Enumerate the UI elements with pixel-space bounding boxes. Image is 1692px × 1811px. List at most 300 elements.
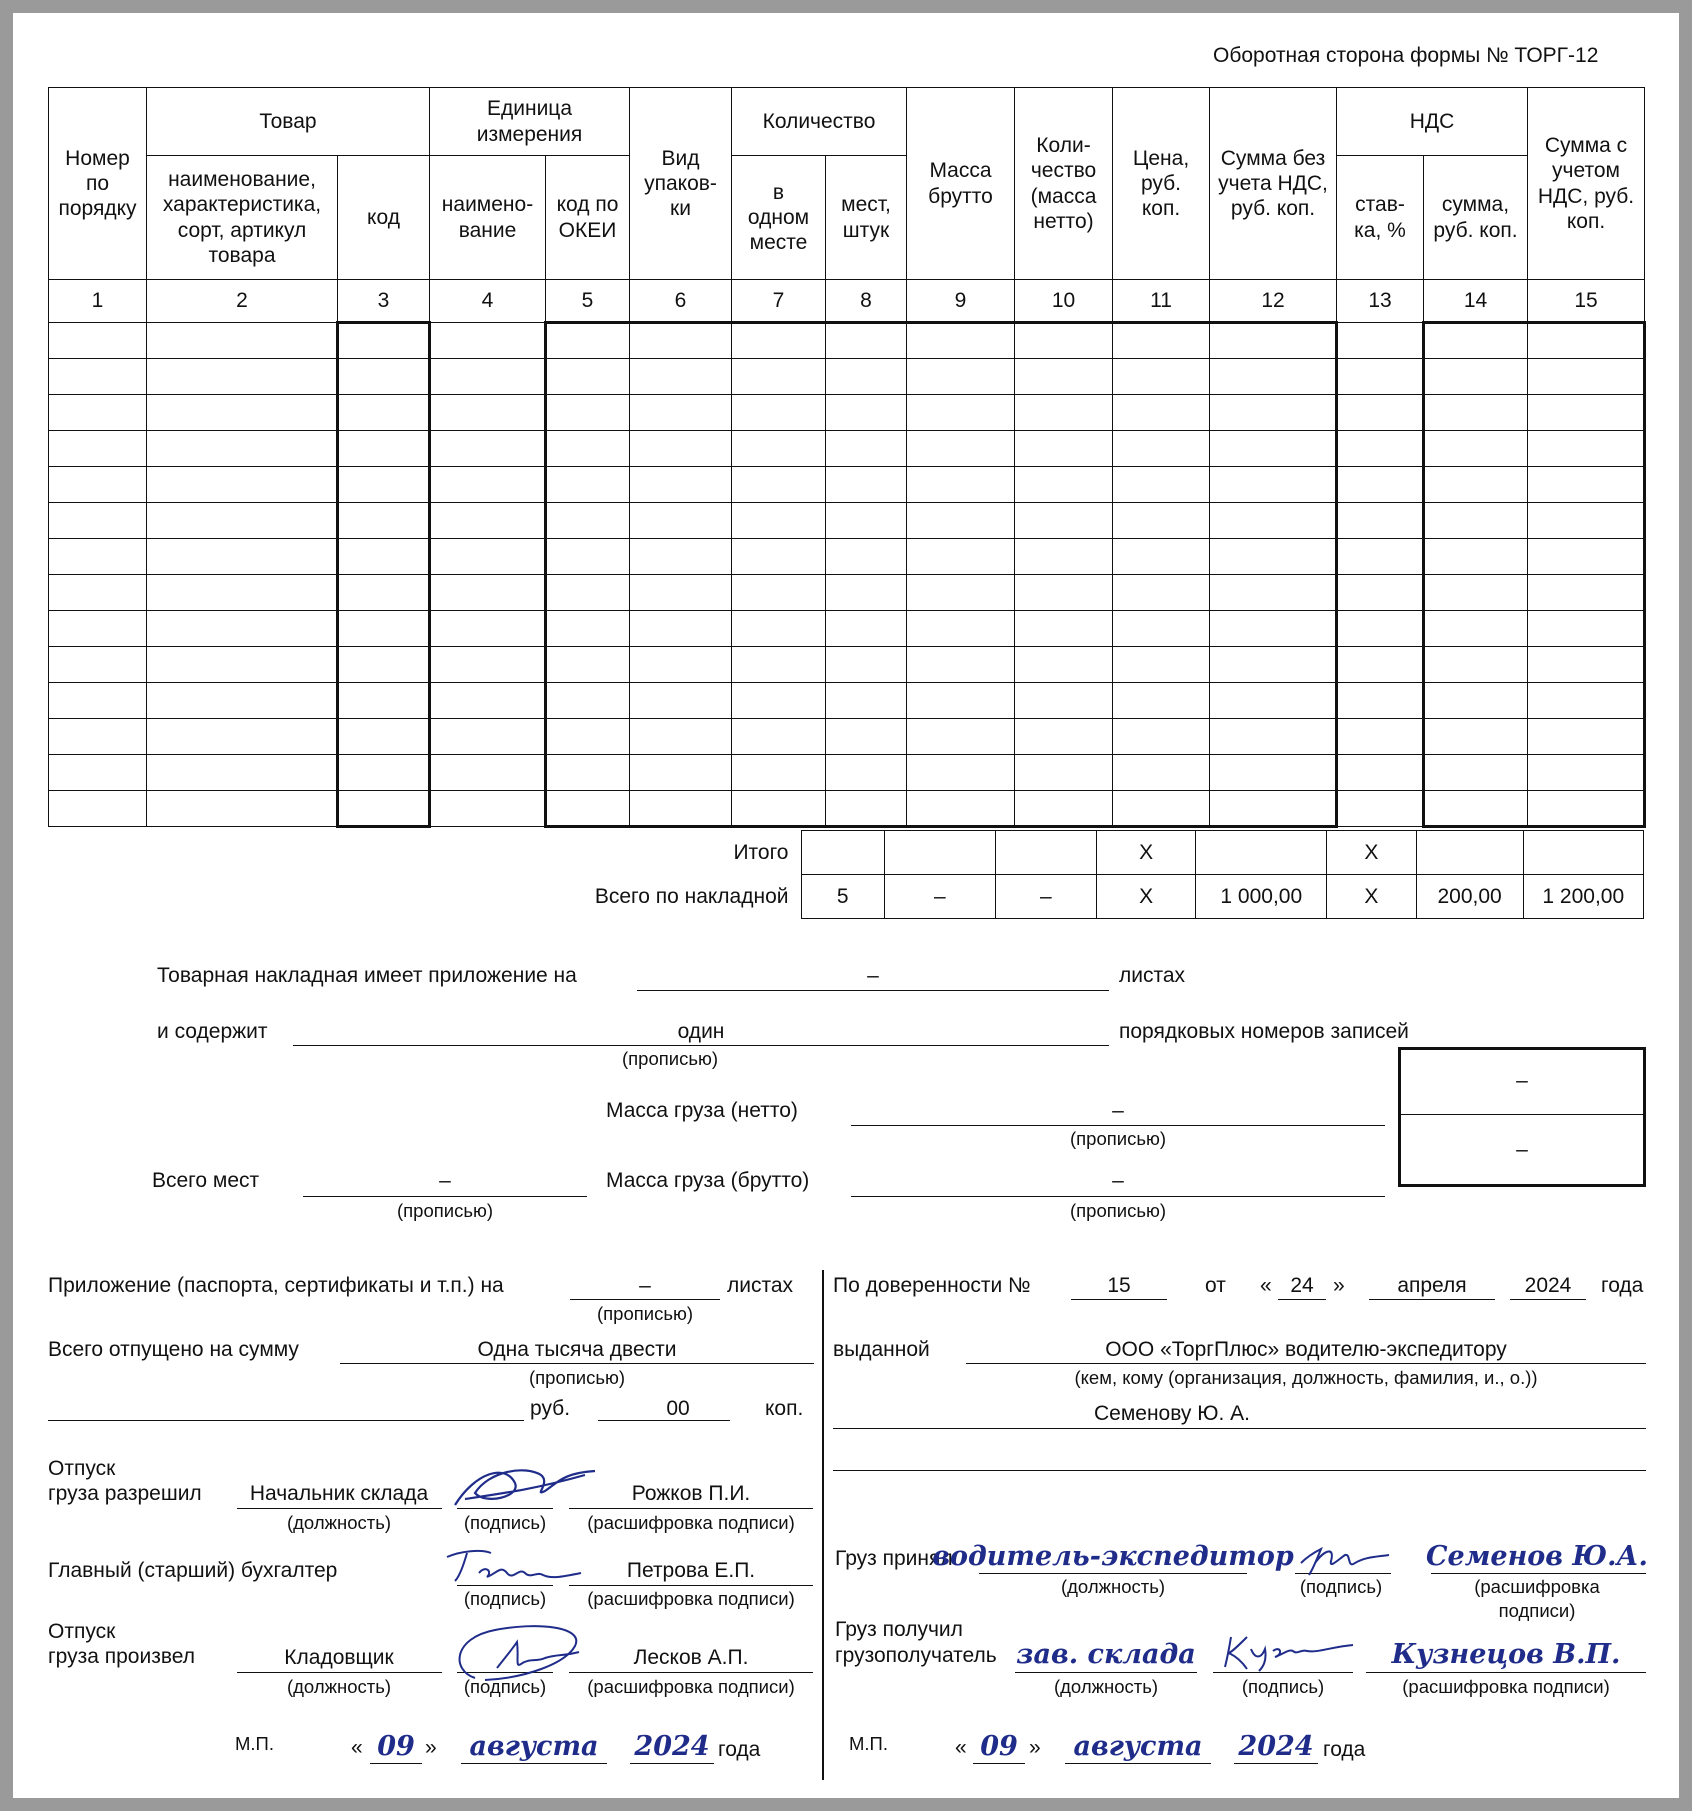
table-cell[interactable] — [1113, 683, 1210, 719]
table-cell[interactable] — [1015, 755, 1113, 791]
accountant-name[interactable]: Петрова Е.П. — [626, 1559, 756, 1582]
places-value[interactable]: – — [439, 1169, 451, 1192]
table-cell[interactable] — [49, 431, 147, 467]
table-cell[interactable] — [1424, 431, 1528, 467]
table-cell[interactable] — [826, 791, 907, 827]
table-cell[interactable] — [1528, 791, 1645, 827]
table-cell[interactable] — [1337, 611, 1424, 647]
quote-open: « — [351, 1736, 363, 1759]
table-cell[interactable] — [1210, 611, 1337, 647]
header-vat: НДС — [1337, 88, 1528, 156]
issued-line — [966, 1363, 1646, 1364]
table-cell[interactable] — [630, 359, 732, 395]
table-cell[interactable] — [49, 503, 147, 539]
table-cell[interactable] — [732, 395, 826, 431]
table-cell[interactable] — [430, 539, 546, 575]
table-cell[interactable] — [1337, 359, 1424, 395]
table-cell[interactable] — [1424, 791, 1528, 827]
allowed-position[interactable]: Начальник склада — [249, 1482, 429, 1505]
table-cell[interactable] — [732, 683, 826, 719]
contains-value[interactable]: один — [677, 1020, 725, 1043]
table-cell[interactable] — [1424, 323, 1528, 359]
table-cell[interactable] — [907, 719, 1015, 755]
table-cell[interactable] — [826, 683, 907, 719]
header-sum-vat: Сумма с учетом НДС, руб. коп. — [1528, 88, 1645, 280]
table-cell[interactable] — [338, 503, 430, 539]
table-cell[interactable] — [147, 359, 338, 395]
table-cell[interactable] — [338, 359, 430, 395]
table-cell[interactable] — [907, 611, 1015, 647]
issued-value-2[interactable]: Семенову Ю. А. — [1094, 1402, 1250, 1425]
table-cell[interactable] — [1528, 323, 1645, 359]
table-cell[interactable] — [1015, 359, 1113, 395]
table-cell[interactable] — [546, 611, 630, 647]
table-cell[interactable] — [546, 647, 630, 683]
table-cell[interactable] — [430, 683, 546, 719]
vsego-cell[interactable]: – — [884, 875, 995, 919]
proxy-label: По доверенности № — [833, 1274, 1031, 1297]
vsego-cell[interactable]: 1 000,00 — [1196, 875, 1327, 919]
mp-label: М.П. — [849, 1733, 888, 1754]
table-cell[interactable] — [1015, 719, 1113, 755]
table-cell[interactable] — [1113, 575, 1210, 611]
table-cell[interactable] — [546, 503, 630, 539]
table-cell[interactable] — [338, 575, 430, 611]
date-day[interactable]: 09 — [377, 1731, 415, 1762]
table-cell[interactable] — [1113, 503, 1210, 539]
table-cell[interactable] — [546, 575, 630, 611]
table-cell[interactable] — [1210, 683, 1337, 719]
table-cell[interactable] — [1337, 395, 1424, 431]
rub-line — [48, 1420, 524, 1421]
table-cell[interactable] — [1337, 647, 1424, 683]
table-cell[interactable] — [147, 755, 338, 791]
table-cell[interactable] — [1015, 791, 1113, 827]
table-cell[interactable] — [546, 719, 630, 755]
table-cell[interactable] — [907, 791, 1015, 827]
accepted-position[interactable]: водитель-экспедитор — [932, 1541, 1294, 1572]
table-cell[interactable] — [546, 323, 630, 359]
itogo-cell[interactable] — [1416, 831, 1523, 875]
table-cell[interactable] — [1337, 467, 1424, 503]
table-cell[interactable] — [1113, 467, 1210, 503]
table-cell[interactable] — [147, 431, 338, 467]
table-cell[interactable] — [430, 395, 546, 431]
table-cell[interactable] — [49, 755, 147, 791]
vsego-cell[interactable]: – — [995, 875, 1096, 919]
attach-label: Приложение (паспорта, сертификаты и т.п.) на — [48, 1274, 504, 1297]
table-cell[interactable] — [147, 683, 338, 719]
released-sum-label: Всего отпущено на сумму — [48, 1338, 299, 1361]
proxy-day[interactable]: 24 — [1290, 1274, 1314, 1297]
table-cell[interactable] — [1210, 467, 1337, 503]
table-cell[interactable] — [430, 503, 546, 539]
mass-box — [1398, 1047, 1646, 1187]
itogo-cell[interactable] — [995, 831, 1096, 875]
proxy-month[interactable]: апреля — [1397, 1274, 1467, 1297]
date-month[interactable]: августа — [1073, 1731, 1203, 1762]
table-cell[interactable] — [732, 359, 826, 395]
table-cell[interactable] — [430, 575, 546, 611]
table-cell[interactable] — [1528, 683, 1645, 719]
table-cell[interactable] — [147, 647, 338, 683]
mass-box-divider — [1401, 1114, 1643, 1115]
table-cell[interactable] — [338, 467, 430, 503]
accountant-label: Главный (старший) бухгалтер — [48, 1559, 338, 1582]
table-cell[interactable] — [49, 395, 147, 431]
table-cell[interactable] — [1337, 323, 1424, 359]
table-cell[interactable] — [1113, 611, 1210, 647]
table-cell[interactable] — [732, 791, 826, 827]
itogo-cell[interactable]: X — [1096, 831, 1196, 875]
table-cell[interactable] — [826, 611, 907, 647]
table-cell[interactable] — [732, 431, 826, 467]
table-cell[interactable] — [546, 683, 630, 719]
net-line — [851, 1125, 1385, 1126]
table-cell[interactable] — [147, 323, 338, 359]
table-cell[interactable] — [1015, 323, 1113, 359]
table-cell[interactable] — [1015, 575, 1113, 611]
header-sum-novat: Сумма без учета НДС, руб. коп. — [1210, 88, 1337, 280]
table-cell[interactable] — [147, 719, 338, 755]
table-cell[interactable] — [907, 647, 1015, 683]
table-cell[interactable] — [1528, 467, 1645, 503]
table-cell[interactable] — [1210, 755, 1337, 791]
column-number: 2 — [147, 280, 338, 323]
table-cell[interactable] — [546, 755, 630, 791]
table-cell[interactable] — [1424, 539, 1528, 575]
table-cell[interactable] — [732, 323, 826, 359]
table-cell[interactable] — [430, 647, 546, 683]
gross-value[interactable]: – — [1112, 1169, 1124, 1192]
box-net-value[interactable]: – — [1516, 1069, 1528, 1092]
table-cell[interactable] — [1015, 647, 1113, 683]
date-month[interactable]: августа — [469, 1731, 599, 1762]
table-cell[interactable] — [1424, 503, 1528, 539]
column-number: 1 — [49, 280, 147, 323]
section-divider — [822, 1270, 824, 1780]
date-year[interactable]: 2024 — [1238, 1731, 1314, 1762]
table-cell[interactable] — [49, 683, 147, 719]
table-cell[interactable] — [338, 431, 430, 467]
made-position[interactable]: Кладовщик — [284, 1646, 394, 1669]
form-page — [13, 13, 1679, 1798]
table-cell[interactable] — [1337, 791, 1424, 827]
table-cell[interactable] — [732, 755, 826, 791]
proxy-year[interactable]: 2024 — [1524, 1274, 1572, 1297]
vsego-cell[interactable]: 5 — [801, 875, 884, 919]
table-cell[interactable] — [826, 395, 907, 431]
table-cell[interactable] — [907, 467, 1015, 503]
table-cell[interactable] — [1424, 359, 1528, 395]
propisyu-caption: (прописью) — [621, 1048, 719, 1069]
table-cell[interactable] — [732, 503, 826, 539]
date-day[interactable]: 09 — [980, 1731, 1018, 1762]
table-cell[interactable] — [630, 647, 732, 683]
table-cell[interactable] — [49, 647, 147, 683]
table-cell[interactable] — [732, 467, 826, 503]
table-cell[interactable] — [338, 395, 430, 431]
table-cell[interactable] — [1113, 431, 1210, 467]
table-cell[interactable] — [1210, 359, 1337, 395]
proxy-number[interactable]: 15 — [1107, 1274, 1131, 1297]
table-cell[interactable] — [630, 431, 732, 467]
table-cell[interactable] — [546, 539, 630, 575]
table-cell[interactable] — [1113, 755, 1210, 791]
table-cell[interactable] — [1424, 755, 1528, 791]
table-cell[interactable] — [732, 575, 826, 611]
table-cell[interactable] — [147, 467, 338, 503]
table-cell[interactable] — [1210, 791, 1337, 827]
table-cell[interactable] — [430, 467, 546, 503]
quote-open: « — [955, 1736, 967, 1759]
table-cell[interactable] — [1424, 467, 1528, 503]
table-cell[interactable] — [1337, 575, 1424, 611]
table-cell[interactable] — [1337, 755, 1424, 791]
table-cell[interactable] — [1528, 503, 1645, 539]
table-cell[interactable] — [1113, 791, 1210, 827]
table-cell[interactable] — [338, 719, 430, 755]
table-cell[interactable] — [826, 431, 907, 467]
table-cell[interactable] — [732, 719, 826, 755]
itogo-cell[interactable] — [1196, 831, 1327, 875]
proxy-goda: года — [1601, 1274, 1644, 1297]
table-cell[interactable] — [430, 359, 546, 395]
table-cell[interactable] — [826, 719, 907, 755]
table-cell[interactable] — [630, 683, 732, 719]
table-cell[interactable] — [826, 575, 907, 611]
table-cell[interactable] — [147, 791, 338, 827]
table-cell[interactable] — [630, 611, 732, 647]
table-cell[interactable] — [147, 395, 338, 431]
table-row — [49, 359, 1645, 395]
table-cell[interactable] — [1424, 719, 1528, 755]
table-cell[interactable] — [1210, 503, 1337, 539]
header-qty-one: в одном месте — [732, 156, 826, 280]
table-cell[interactable] — [630, 539, 732, 575]
table-cell[interactable] — [1015, 683, 1113, 719]
table-cell[interactable] — [338, 323, 430, 359]
table-cell[interactable] — [546, 395, 630, 431]
table-cell[interactable] — [49, 467, 147, 503]
table-cell[interactable] — [546, 359, 630, 395]
table-cell[interactable] — [630, 791, 732, 827]
table-cell[interactable] — [49, 611, 147, 647]
kop-value[interactable]: 00 — [666, 1397, 690, 1420]
table-cell[interactable] — [732, 539, 826, 575]
table-cell[interactable] — [826, 467, 907, 503]
table-cell[interactable] — [1210, 575, 1337, 611]
attach-value[interactable]: – — [639, 1274, 651, 1297]
table-cell[interactable] — [826, 359, 907, 395]
itogo-cell[interactable] — [801, 831, 884, 875]
proxy-ot: от — [1205, 1274, 1226, 1297]
table-cell[interactable] — [1210, 395, 1337, 431]
table-cell[interactable] — [1113, 539, 1210, 575]
column-number: 6 — [630, 280, 732, 323]
table-cell[interactable] — [1015, 539, 1113, 575]
table-cell[interactable] — [1528, 755, 1645, 791]
vsego-row — [48, 875, 1644, 919]
header-pack: Вид упаков-ки — [630, 88, 732, 280]
table-cell[interactable] — [1210, 719, 1337, 755]
table-cell[interactable] — [1337, 719, 1424, 755]
vsego-cell[interactable]: 1 200,00 — [1523, 875, 1643, 919]
table-cell[interactable] — [1337, 539, 1424, 575]
table-cell[interactable] — [907, 359, 1015, 395]
table-cell[interactable] — [1113, 359, 1210, 395]
table-cell[interactable] — [430, 431, 546, 467]
table-cell[interactable] — [1337, 431, 1424, 467]
box-gross-value[interactable]: – — [1516, 1138, 1528, 1161]
table-cell[interactable] — [1015, 395, 1113, 431]
accountant-name-line — [569, 1585, 813, 1586]
table-cell[interactable] — [49, 575, 147, 611]
table-cell[interactable] — [1113, 395, 1210, 431]
table-cell[interactable] — [907, 539, 1015, 575]
header-unit-okei: код по ОКЕИ — [546, 156, 630, 280]
table-cell[interactable] — [1113, 323, 1210, 359]
table-cell[interactable] — [826, 647, 907, 683]
date-day-line — [973, 1763, 1025, 1764]
table-cell[interactable] — [826, 503, 907, 539]
table-cell[interactable] — [1424, 611, 1528, 647]
table-cell[interactable] — [338, 647, 430, 683]
table-cell[interactable] — [1015, 611, 1113, 647]
table-cell[interactable] — [630, 395, 732, 431]
received-label-2: грузополучатель — [835, 1644, 997, 1667]
table-cell[interactable] — [49, 719, 147, 755]
allowed-name[interactable]: Рожков П.И. — [631, 1482, 751, 1505]
table-cell[interactable] — [430, 791, 546, 827]
table-cell[interactable] — [732, 647, 826, 683]
released-sum-value[interactable]: Одна тысяча двести — [477, 1338, 677, 1361]
mp-label: М.П. — [235, 1733, 274, 1754]
table-cell[interactable] — [1424, 647, 1528, 683]
table-cell[interactable] — [1528, 359, 1645, 395]
table-cell[interactable] — [1015, 467, 1113, 503]
table-cell[interactable] — [1210, 539, 1337, 575]
table-cell[interactable] — [430, 755, 546, 791]
table-cell[interactable] — [546, 431, 630, 467]
issued-label: выданной — [833, 1338, 930, 1361]
table-cell[interactable] — [430, 611, 546, 647]
itogo-cell[interactable] — [884, 831, 995, 875]
table-cell[interactable] — [49, 359, 147, 395]
table-cell[interactable] — [1210, 323, 1337, 359]
date-year[interactable]: 2024 — [634, 1731, 710, 1762]
table-cell[interactable] — [546, 467, 630, 503]
issued-line-2 — [833, 1428, 1646, 1429]
allowed-signature — [445, 1453, 605, 1515]
table-cell[interactable] — [338, 539, 430, 575]
propisyu-caption: (прописью) — [1069, 1128, 1167, 1149]
received-position[interactable]: зав. склада — [1016, 1639, 1196, 1670]
accepted-name[interactable]: Семенов Ю.А. — [1426, 1541, 1648, 1572]
table-cell[interactable] — [338, 755, 430, 791]
table-cell[interactable] — [1015, 503, 1113, 539]
vsego-cell[interactable]: 200,00 — [1416, 875, 1523, 919]
table-cell[interactable] — [907, 575, 1015, 611]
column-numbers-row — [49, 280, 1645, 323]
table-cell[interactable] — [630, 719, 732, 755]
table-cell[interactable] — [826, 323, 907, 359]
table-cell[interactable] — [1528, 431, 1645, 467]
table-cell[interactable] — [1528, 539, 1645, 575]
table-cell[interactable] — [49, 791, 147, 827]
itogo-cell[interactable] — [1523, 831, 1643, 875]
table-cell[interactable] — [49, 323, 147, 359]
table-cell[interactable] — [1528, 719, 1645, 755]
table-cell[interactable] — [907, 755, 1015, 791]
table-cell[interactable] — [1424, 575, 1528, 611]
table-cell[interactable] — [147, 575, 338, 611]
received-name[interactable]: Кузнецов В.П. — [1391, 1639, 1621, 1670]
table-cell[interactable] — [630, 503, 732, 539]
table-cell[interactable] — [1528, 647, 1645, 683]
table-cell[interactable] — [338, 611, 430, 647]
table-cell[interactable] — [630, 575, 732, 611]
table-cell[interactable] — [1210, 431, 1337, 467]
table-cell[interactable] — [1528, 575, 1645, 611]
table-cell[interactable] — [907, 395, 1015, 431]
table-cell[interactable] — [1424, 395, 1528, 431]
table-cell[interactable] — [546, 791, 630, 827]
table-cell[interactable] — [630, 323, 732, 359]
table-cell[interactable] — [430, 719, 546, 755]
table-cell[interactable] — [1113, 647, 1210, 683]
table-cell[interactable] — [630, 467, 732, 503]
table-cell[interactable] — [147, 503, 338, 539]
table-cell[interactable] — [907, 683, 1015, 719]
accepted-position-line — [979, 1573, 1247, 1574]
vsego-cell[interactable]: X — [1327, 875, 1416, 919]
table-cell[interactable] — [430, 323, 546, 359]
table-cell[interactable] — [732, 611, 826, 647]
table-cell[interactable] — [338, 791, 430, 827]
table-row — [49, 395, 1645, 431]
table-cell[interactable] — [907, 503, 1015, 539]
table-cell[interactable] — [1424, 683, 1528, 719]
appendix-value[interactable]: – — [867, 964, 879, 987]
issued-caption: (кем, кому (организация, должность, фамилия, и., о.)) — [1074, 1367, 1538, 1388]
issued-value[interactable]: ООО «ТоргПлюс» водителю-экспедитору — [1105, 1338, 1507, 1361]
made-name[interactable]: Лесков А.П. — [633, 1646, 749, 1669]
table-cell[interactable] — [826, 539, 907, 575]
table-cell[interactable] — [630, 755, 732, 791]
table-cell[interactable] — [1337, 683, 1424, 719]
table-cell[interactable] — [49, 539, 147, 575]
proxy-year-line — [1510, 1299, 1586, 1300]
table-cell[interactable] — [147, 539, 338, 575]
table-cell[interactable] — [1528, 611, 1645, 647]
net-value[interactable]: – — [1112, 1099, 1124, 1122]
contains-suffix: порядковых номеров записей — [1119, 1020, 1409, 1043]
table-cell[interactable] — [907, 431, 1015, 467]
table-cell[interactable] — [1210, 647, 1337, 683]
table-cell[interactable] — [338, 683, 430, 719]
itogo-cell[interactable]: X — [1327, 831, 1416, 875]
accepted-name-line — [1431, 1573, 1646, 1574]
table-cell[interactable] — [1337, 503, 1424, 539]
table-cell[interactable] — [1113, 719, 1210, 755]
table-cell[interactable] — [907, 323, 1015, 359]
vsego-cell[interactable]: X — [1096, 875, 1196, 919]
table-cell[interactable] — [826, 755, 907, 791]
table-cell[interactable] — [1015, 431, 1113, 467]
table-cell[interactable] — [147, 611, 338, 647]
table-cell[interactable] — [1528, 395, 1645, 431]
